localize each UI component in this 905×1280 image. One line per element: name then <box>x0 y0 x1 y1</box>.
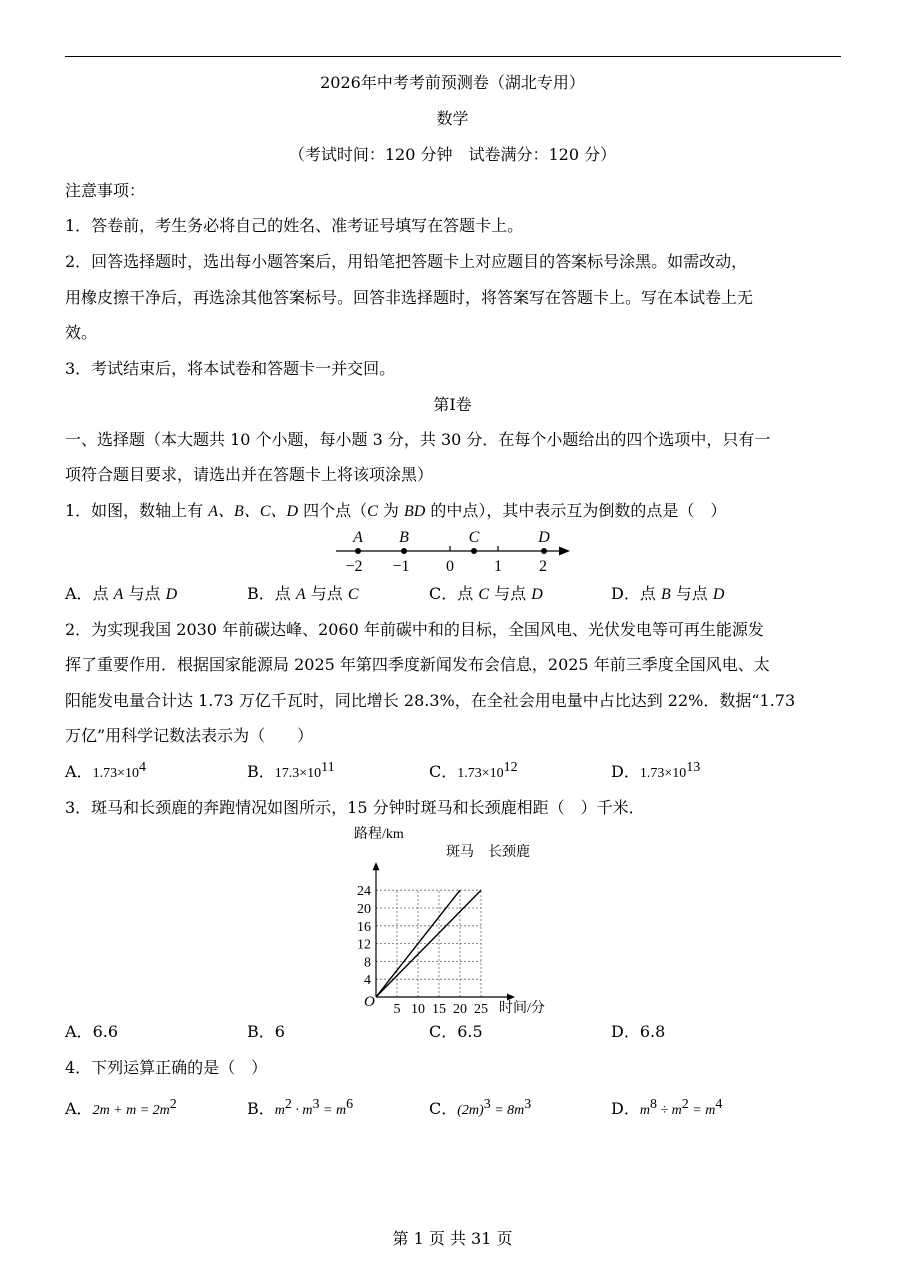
q2-stem-line-1: 2．为实现我国 2030 年前碳达峰、2060 年前碳中和的目标，全国风电、光伏发电等可再生能源发 <box>65 620 764 639</box>
tick-label-2: 2 <box>539 558 547 575</box>
notes-heading: 注意事项： <box>65 181 146 200</box>
q1-stem-mid2: 为 <box>377 501 405 520</box>
top-rule <box>65 56 841 57</box>
option-exponent: 4 <box>715 1097 723 1112</box>
option-math: · m <box>291 1103 313 1118</box>
q2-option-d[interactable] <box>611 761 700 785</box>
option-exponent: 4 <box>138 760 146 775</box>
y-tick-label: 8 <box>364 955 371 971</box>
page-footer: 第 1 页 共 31 页 <box>392 1229 513 1248</box>
option-letter: D． <box>611 1022 640 1041</box>
q2-stem-line-3: 阳能发电量合计达 1.73 万亿千瓦时，同比增长 28.3%，在全社会用电量中占比达到 22%．数据“1.73 <box>65 691 796 710</box>
option-letter: B． <box>247 1022 275 1041</box>
option-letter: B． <box>247 584 275 603</box>
q2-option-c[interactable] <box>429 761 518 785</box>
option-var: D <box>165 586 178 603</box>
x-axis-arrow <box>507 994 515 1001</box>
note-item-3: 3．考试结束后，将本试卷和答题卡一并交回。 <box>65 359 396 378</box>
option-math: m <box>274 1103 285 1118</box>
option-exponent: 13 <box>686 760 701 775</box>
option-exponent: 6 <box>346 1097 354 1112</box>
exam-info: （考试时间：120 分钟 试卷满分：120 分） <box>288 145 617 164</box>
option-letter: A． <box>65 1099 93 1118</box>
series-label-giraffe: 长颈鹿 <box>488 845 530 860</box>
option-exponent: 2 <box>681 1097 689 1112</box>
q1-stem-bd: BD <box>404 503 426 520</box>
exam-title: 2026年中考考前预测卷（湖北专用） <box>320 73 585 92</box>
q1-stem-c: C <box>367 503 378 520</box>
tick-label-neg1: −1 <box>392 558 410 575</box>
chart-origin-label: O <box>364 994 375 1010</box>
point-label-a: A <box>353 529 363 546</box>
option-text: 6.8 <box>639 1022 666 1041</box>
option-letter: C． <box>429 584 458 603</box>
option-var: B <box>660 586 671 603</box>
q3-option-d[interactable] <box>611 1021 665 1043</box>
q2-stem-line-4: 万亿”用科学记数法表示为（ ） <box>65 726 314 745</box>
q3-stem: 3．斑马和长颈鹿的奔跑情况如图所示，15 分钟时斑马和长颈鹿相距（ ）千米． <box>65 798 645 817</box>
option-letter: D． <box>611 762 640 781</box>
option-math: (2m) <box>457 1103 484 1118</box>
x-tick-label: 5 <box>393 1002 401 1017</box>
option-var: A <box>113 586 124 603</box>
option-letter: A． <box>65 1022 93 1041</box>
point-label-b: B <box>399 529 409 546</box>
option-letter: B． <box>247 762 275 781</box>
option-exponent: 3 <box>483 1097 491 1112</box>
q4-option-c[interactable] <box>429 1098 531 1122</box>
option-letter: B． <box>247 1099 275 1118</box>
x-tick-label: 20 <box>453 1002 467 1017</box>
y-tick-label: 12 <box>357 937 371 953</box>
option-letter: A． <box>65 762 93 781</box>
note-item-2-line-2: 用橡皮擦干净后，再选涂其他答案标号。回答非选择题时，将答案写在答题卡上。写在本试卷上无 <box>65 288 754 307</box>
q1-option-a[interactable] <box>65 583 177 606</box>
y-tick-label: 16 <box>357 919 371 935</box>
q4-option-a[interactable] <box>65 1098 177 1122</box>
option-text: 6 <box>274 1022 285 1041</box>
q3-option-b[interactable] <box>247 1021 285 1043</box>
option-math: ÷ m <box>656 1103 682 1118</box>
y-axis-arrow <box>373 862 380 870</box>
part-title: 第Ⅰ卷 <box>433 395 472 414</box>
series-label-zebra: 斑马 <box>446 845 474 860</box>
q3-option-a[interactable] <box>65 1021 118 1043</box>
option-text: 与点 <box>305 584 348 603</box>
option-letter: C． <box>429 1022 458 1041</box>
option-exponent: 3 <box>312 1097 320 1112</box>
option-exponent: 12 <box>503 760 518 775</box>
option-text: 点 <box>457 584 479 603</box>
option-math: 1.73×10 <box>457 766 504 781</box>
option-letter: D． <box>611 584 640 603</box>
option-exponent: 2 <box>169 1097 177 1112</box>
note-item-1: 1．答卷前，考生务必将自己的姓名、准考证号填写在答题卡上。 <box>65 216 524 235</box>
option-text: 点 <box>92 584 114 603</box>
option-text: 与点 <box>489 584 532 603</box>
q1-stem-prefix: 1．如图，数轴上有 <box>65 501 209 520</box>
q1-stem-suffix: 的中点），其中表示互为倒数的点是（ ） <box>425 501 727 520</box>
q1-option-b[interactable] <box>247 583 359 606</box>
x-tick-label: 15 <box>432 1002 446 1017</box>
x-tick-label: 10 <box>411 1002 425 1017</box>
option-math: = 8m <box>490 1103 525 1118</box>
option-letter: D． <box>611 1099 640 1118</box>
q1-stem <box>65 500 726 523</box>
note-item-2-line-3: 效。 <box>65 323 98 342</box>
option-text: 点 <box>639 584 661 603</box>
point-a-dot <box>355 548 361 554</box>
tick-label-neg2: −2 <box>345 558 363 575</box>
option-var: D <box>531 586 543 603</box>
option-var: C <box>478 586 490 603</box>
option-text: 6.5 <box>457 1022 483 1041</box>
tick-label-1: 1 <box>494 558 502 575</box>
option-var: A <box>295 586 306 603</box>
point-c-dot <box>471 548 477 554</box>
q2-option-a[interactable] <box>65 761 146 785</box>
option-math: 1.73×10 <box>92 766 139 781</box>
option-text: 与点 <box>123 584 166 603</box>
option-letter: C． <box>429 762 458 781</box>
option-var: C <box>347 586 359 603</box>
point-d-dot <box>541 548 547 554</box>
q3-option-c[interactable] <box>429 1021 483 1043</box>
q4-option-b[interactable] <box>247 1098 353 1122</box>
option-math: = m <box>688 1103 716 1118</box>
option-math: m <box>639 1103 650 1118</box>
option-math: 2m + m = 2m <box>92 1103 170 1118</box>
q4-stem: 4．下列运算正确的是（ ） <box>65 1058 268 1077</box>
option-exponent: 8 <box>649 1097 657 1112</box>
point-label-d: D <box>538 529 550 546</box>
q1-stem-points: A、B、C、D <box>208 503 299 520</box>
q2-stem-line-2: 挥了重要作用．根据国家能源局 2025 年第四季度新闻发布会信息，2025 年前三季度全国风电、太 <box>65 655 770 674</box>
point-label-c: C <box>468 529 480 546</box>
option-math: 17.3×10 <box>274 766 322 781</box>
option-text: 6.6 <box>92 1022 119 1041</box>
y-tick-label: 24 <box>357 884 371 900</box>
q4-option-d[interactable] <box>611 1098 722 1122</box>
distance-time-chart <box>340 822 550 1018</box>
option-text: 点 <box>274 584 296 603</box>
q1-option-c[interactable] <box>429 583 543 606</box>
section-heading-line-2: 项符合题目要求，请选出并在答题卡上将该项涂黑） <box>65 465 434 484</box>
q2-option-b[interactable] <box>247 761 335 785</box>
y-tick-label: 4 <box>364 973 371 989</box>
chart-x-axis-label: 时间/分 <box>499 1001 545 1016</box>
option-var: D <box>712 586 725 603</box>
subject-title: 数学 <box>436 109 469 128</box>
y-tick-label: 20 <box>357 902 371 917</box>
option-letter: A． <box>65 584 93 603</box>
section-heading-line-1: 一、选择题（本大题共 10 个小题，每小题 3 分，共 30 分．在每个小题给出的四个选项中，只有一 <box>65 430 771 449</box>
note-item-2-line-1: 2．回答选择题时，选出每小题答案后，用铅笔把答题卡上对应题目的答案标号涂黑。如需改动， <box>65 252 748 271</box>
number-line-arrow <box>559 547 570 556</box>
option-exponent: 2 <box>284 1097 292 1112</box>
chart-y-axis-label: 路程/km <box>354 827 404 842</box>
option-exponent: 3 <box>524 1097 532 1112</box>
q1-option-d[interactable] <box>611 583 724 606</box>
x-tick-label: 25 <box>474 1002 488 1017</box>
option-letter: C． <box>429 1099 458 1118</box>
option-math: = m <box>319 1103 347 1118</box>
option-math: 1.73×10 <box>639 766 687 781</box>
option-text: 与点 <box>670 584 713 603</box>
q1-stem-mid: 四个点（ <box>298 501 368 520</box>
point-b-dot <box>401 548 407 554</box>
number-line-figure <box>330 526 580 578</box>
tick-label-0: 0 <box>446 558 454 575</box>
option-exponent: 11 <box>321 760 335 775</box>
